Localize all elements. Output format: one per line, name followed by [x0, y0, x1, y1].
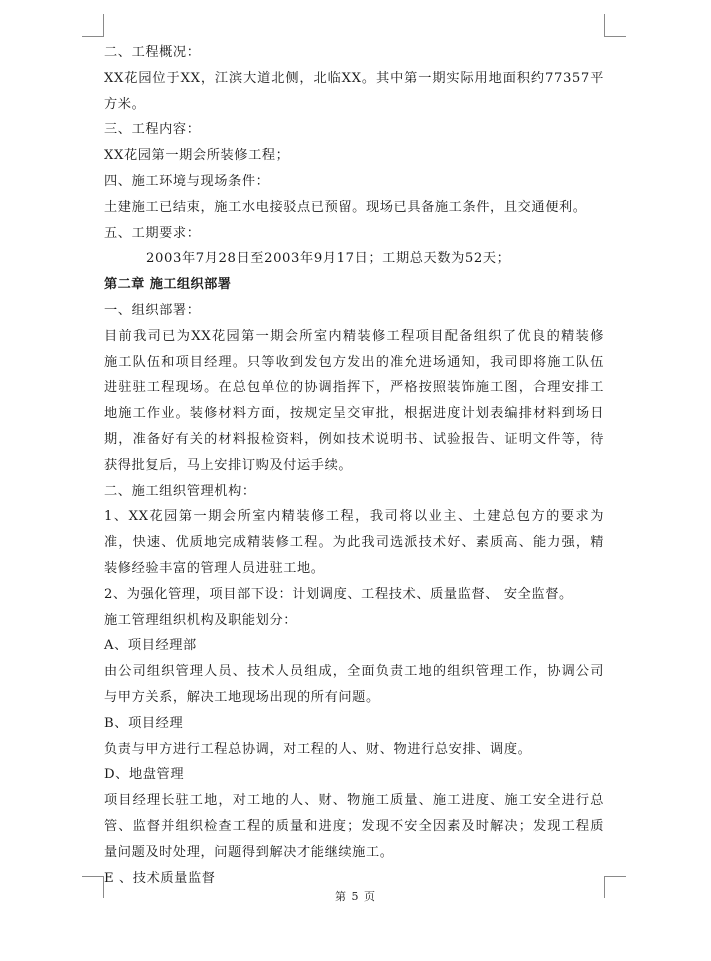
- text-line: D、地盘管理: [104, 767, 185, 783]
- text-line: 获得批复后，马上安排订购及付运手续。: [104, 457, 353, 473]
- text-line: 一、组织部署：: [104, 303, 201, 318]
- text-line: B、项目经理: [104, 715, 184, 731]
- text-line: 负责与甲方进行工程总协调，对工程的人、财、物进行总安排、调度。: [104, 741, 532, 757]
- crop-mark-top-left-v: [103, 14, 104, 36]
- text-line: 三、工程内容：: [104, 122, 201, 138]
- text-line: 2、为强化管理，项目部下设：计划调度、工程技术、质量监督、 安全监督。: [104, 586, 573, 602]
- text-line: 1、XX花园第一期会所室内精装修工程，我司将以业主、土建总包方的要求为: [104, 509, 604, 525]
- text-line: 管、监督并组织检查工程的质量和进度；发现不安全因素及时解决；发现工程质: [104, 819, 604, 834]
- text-line: 二、施工组织管理机构：: [104, 483, 256, 499]
- text-line: 期，准备好有关的材料报检资料，例如技术说明书、试验报告、证明文件等，待: [104, 432, 604, 447]
- text-line: 方米。: [104, 96, 146, 112]
- text-line: XX花园第一期会所装修工程；: [104, 148, 290, 164]
- crop-mark-bottom-right-h: [604, 876, 626, 877]
- text-line: 目前我司已为XX花园第一期会所室内精装修工程项目配备组织了优良的精装修: [104, 328, 604, 344]
- text-line: A、项目经理部: [104, 638, 197, 654]
- text-line: 施工队伍和项目经理。只等收到发包方发出的准允进场通知，我司即将施工队伍: [104, 354, 604, 370]
- text-line: 项目经理长驻工地，对工地的人、财、物施工质量、施工进度、施工安全进行总: [104, 793, 604, 809]
- text-line: 五、工期要求：: [104, 225, 201, 241]
- text-line: 进驻驻工程现场。在总包单位的协调指挥下，严格按照装饰施工图，合理安排工: [104, 380, 604, 396]
- crop-mark-bottom-left-h: [82, 876, 104, 877]
- text-line: E 、技术质量监督: [104, 870, 216, 886]
- text-line: 2003年7月28日至2003年9月17日；工期总天数为52天；: [146, 251, 511, 267]
- crop-mark-top-left-h: [82, 36, 104, 37]
- text-line: 施工管理组织机构及职能划分：: [104, 612, 298, 628]
- page-number: 第 5 页: [335, 890, 376, 903]
- text-line: 与甲方关系，解决工地现场出现的所有问题。: [104, 690, 380, 705]
- text-line: 由公司组织管理人员、技术人员组成，全面负责工地的组织管理工作，协调公司: [104, 664, 604, 680]
- text-line: 装修经验丰富的管理人员进驻工地。: [104, 561, 325, 576]
- text-line: 准，快速、优质地完成精装修工程。为此我司选派技术好、素质高、能力强，精: [104, 535, 604, 551]
- crop-mark-top-right-v: [604, 14, 605, 36]
- text-line: 地施工作业。装修材料方面，按规定呈交审批，根据进度计划表编排材料到场日: [104, 406, 604, 422]
- text-line: XX花园位于XX，江滨大道北侧，北临XX。其中第一期实际用地面积约77357平: [104, 70, 604, 86]
- crop-mark-top-right-h: [604, 36, 626, 37]
- text-line: 量问题及时处理，问题得到解决才能继续施工。: [104, 844, 394, 860]
- text-line: 二、工程概况：: [104, 45, 201, 60]
- text-line: 四、施工环境与现场条件：: [104, 174, 270, 189]
- text-line: 土建施工已结束，施工水电接驳点已预留。现场已具备施工条件，且交通便利。: [104, 199, 587, 215]
- chapter-heading: 第二章 施工组织部署: [104, 277, 232, 293]
